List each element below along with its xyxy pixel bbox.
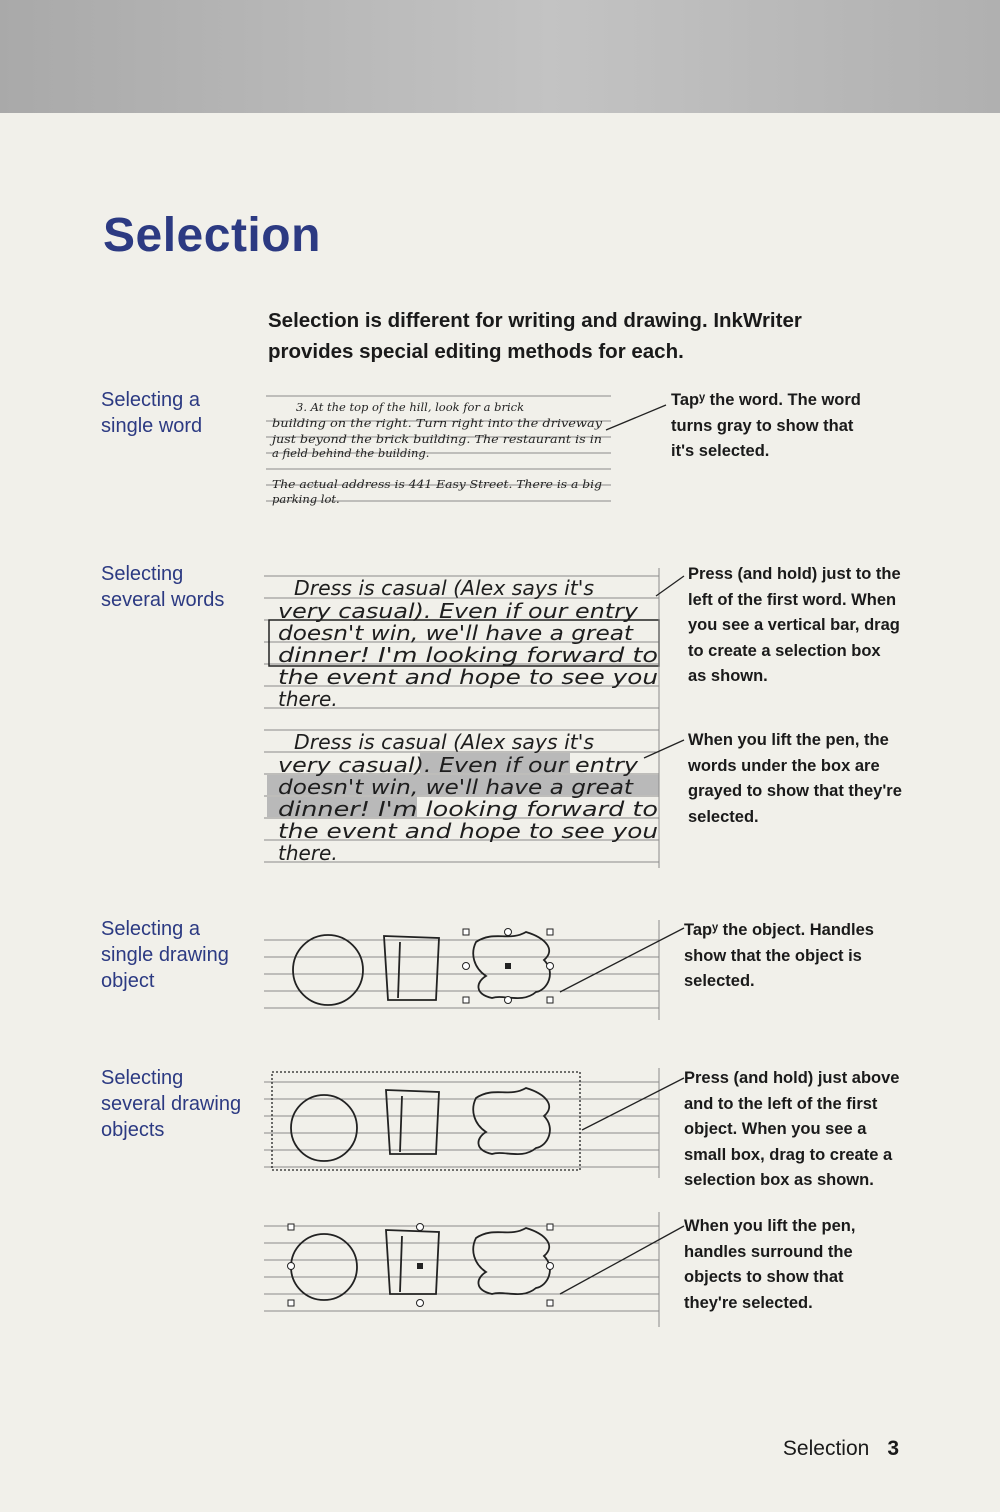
ink-line-6: parking lot.	[272, 492, 340, 506]
dotted-selection-box	[272, 1072, 580, 1170]
figure-several-drawings-box	[264, 1068, 684, 1178]
page-footer	[783, 1437, 899, 1461]
caption-several-drawings-1: Press (and hold) just above and to the left of the first object. When you see a small box, drag to create a selection box as shown.	[684, 1069, 900, 1189]
ink-b-line-4: dinner! I'm looking forward to	[278, 797, 658, 821]
caption-single-drawing: Tapʸ the object. Handles show that the object is selected.	[684, 921, 874, 990]
ink-a-line-5: the event and hope to see you	[278, 665, 658, 689]
ink-a-line-4: dinner! I'm looking forward to	[278, 643, 658, 667]
figure-single-word	[266, 392, 666, 512]
label-selecting-several-drawings: Selecting several drawing objects	[101, 1067, 242, 1141]
ink-a-line-6: there.	[278, 687, 338, 711]
ink-line-2: building on the right. Turn right into the driveway	[272, 416, 603, 430]
intro-paragraph: Selection is different for writing and drawing. InkWriter provides special editing methods for each.	[268, 309, 802, 363]
ruled-lines	[264, 940, 659, 1008]
circle-shape	[293, 935, 363, 1005]
cup-shape	[386, 1230, 439, 1294]
blob-shape	[473, 1088, 550, 1154]
ink-b-line-1: Dress is casual (Alex says it's	[294, 730, 594, 754]
caption-several-words-1: Press (and hold) just to the left of the first word. When you see a vertical bar, drag to create a selection box as shown.	[688, 565, 901, 685]
label-selecting-single-drawing: Selecting a single drawing object	[101, 918, 229, 992]
page-title: Selection	[103, 209, 321, 262]
circle-shape	[291, 1234, 357, 1300]
footer-section-name: Selection	[782, 1437, 870, 1460]
figure-single-drawing	[264, 920, 684, 1020]
ink-b-line-2: very casual). Even if our entry	[278, 753, 640, 777]
ink-a-line-3: doesn't win, we'll have a great	[278, 621, 635, 645]
ruled-lines	[264, 1226, 659, 1311]
page-number: 3	[887, 1437, 899, 1460]
leader-line-1	[656, 576, 684, 596]
cup-shape	[384, 936, 439, 1000]
ink-line-1: 3. At the top of the hill, look for a brick	[296, 400, 525, 414]
blob-shape[interactable]	[473, 932, 550, 998]
caption-single-word: Tapʸ the word. The word turns gray to show that it's selected.	[671, 391, 861, 460]
circle-shape	[291, 1095, 357, 1161]
caption-several-words-2: When you lift the pen, the words under the box are grayed to show that they're selected.	[688, 731, 902, 826]
leader-line-2	[644, 740, 684, 758]
ink-line-4: a field behind the building.	[272, 446, 430, 460]
ink-line-5: The actual address is 441 Easy Street. There is a big	[272, 477, 602, 491]
figure-several-words	[264, 568, 684, 868]
leader-line	[560, 928, 684, 992]
label-selecting-single-word: Selecting a single word	[101, 389, 203, 437]
blob-shape	[473, 1228, 550, 1294]
ink-b-line-6: there.	[278, 841, 338, 865]
ink-b-line-5: the event and hope to see you	[278, 819, 658, 843]
ink-b-line-3: doesn't win, we'll have a great	[278, 775, 635, 799]
label-selecting-several-words: Selecting several words	[101, 563, 225, 611]
header-band	[0, 0, 1000, 113]
ink-a-line-1: Dress is casual (Alex says it's	[294, 576, 594, 600]
figure-several-drawings-handles	[264, 1212, 684, 1327]
leader-line	[582, 1078, 684, 1130]
caption-several-drawings-2: When you lift the pen, handles surround the objects to show that they're selected.	[684, 1217, 856, 1312]
cup-shape	[386, 1090, 439, 1154]
leader-line	[606, 405, 666, 430]
ink-a-line-2: very casual). Even if our entry	[278, 599, 640, 623]
ink-line-3: just beyond the brick building. The restaurant is in	[268, 432, 602, 446]
